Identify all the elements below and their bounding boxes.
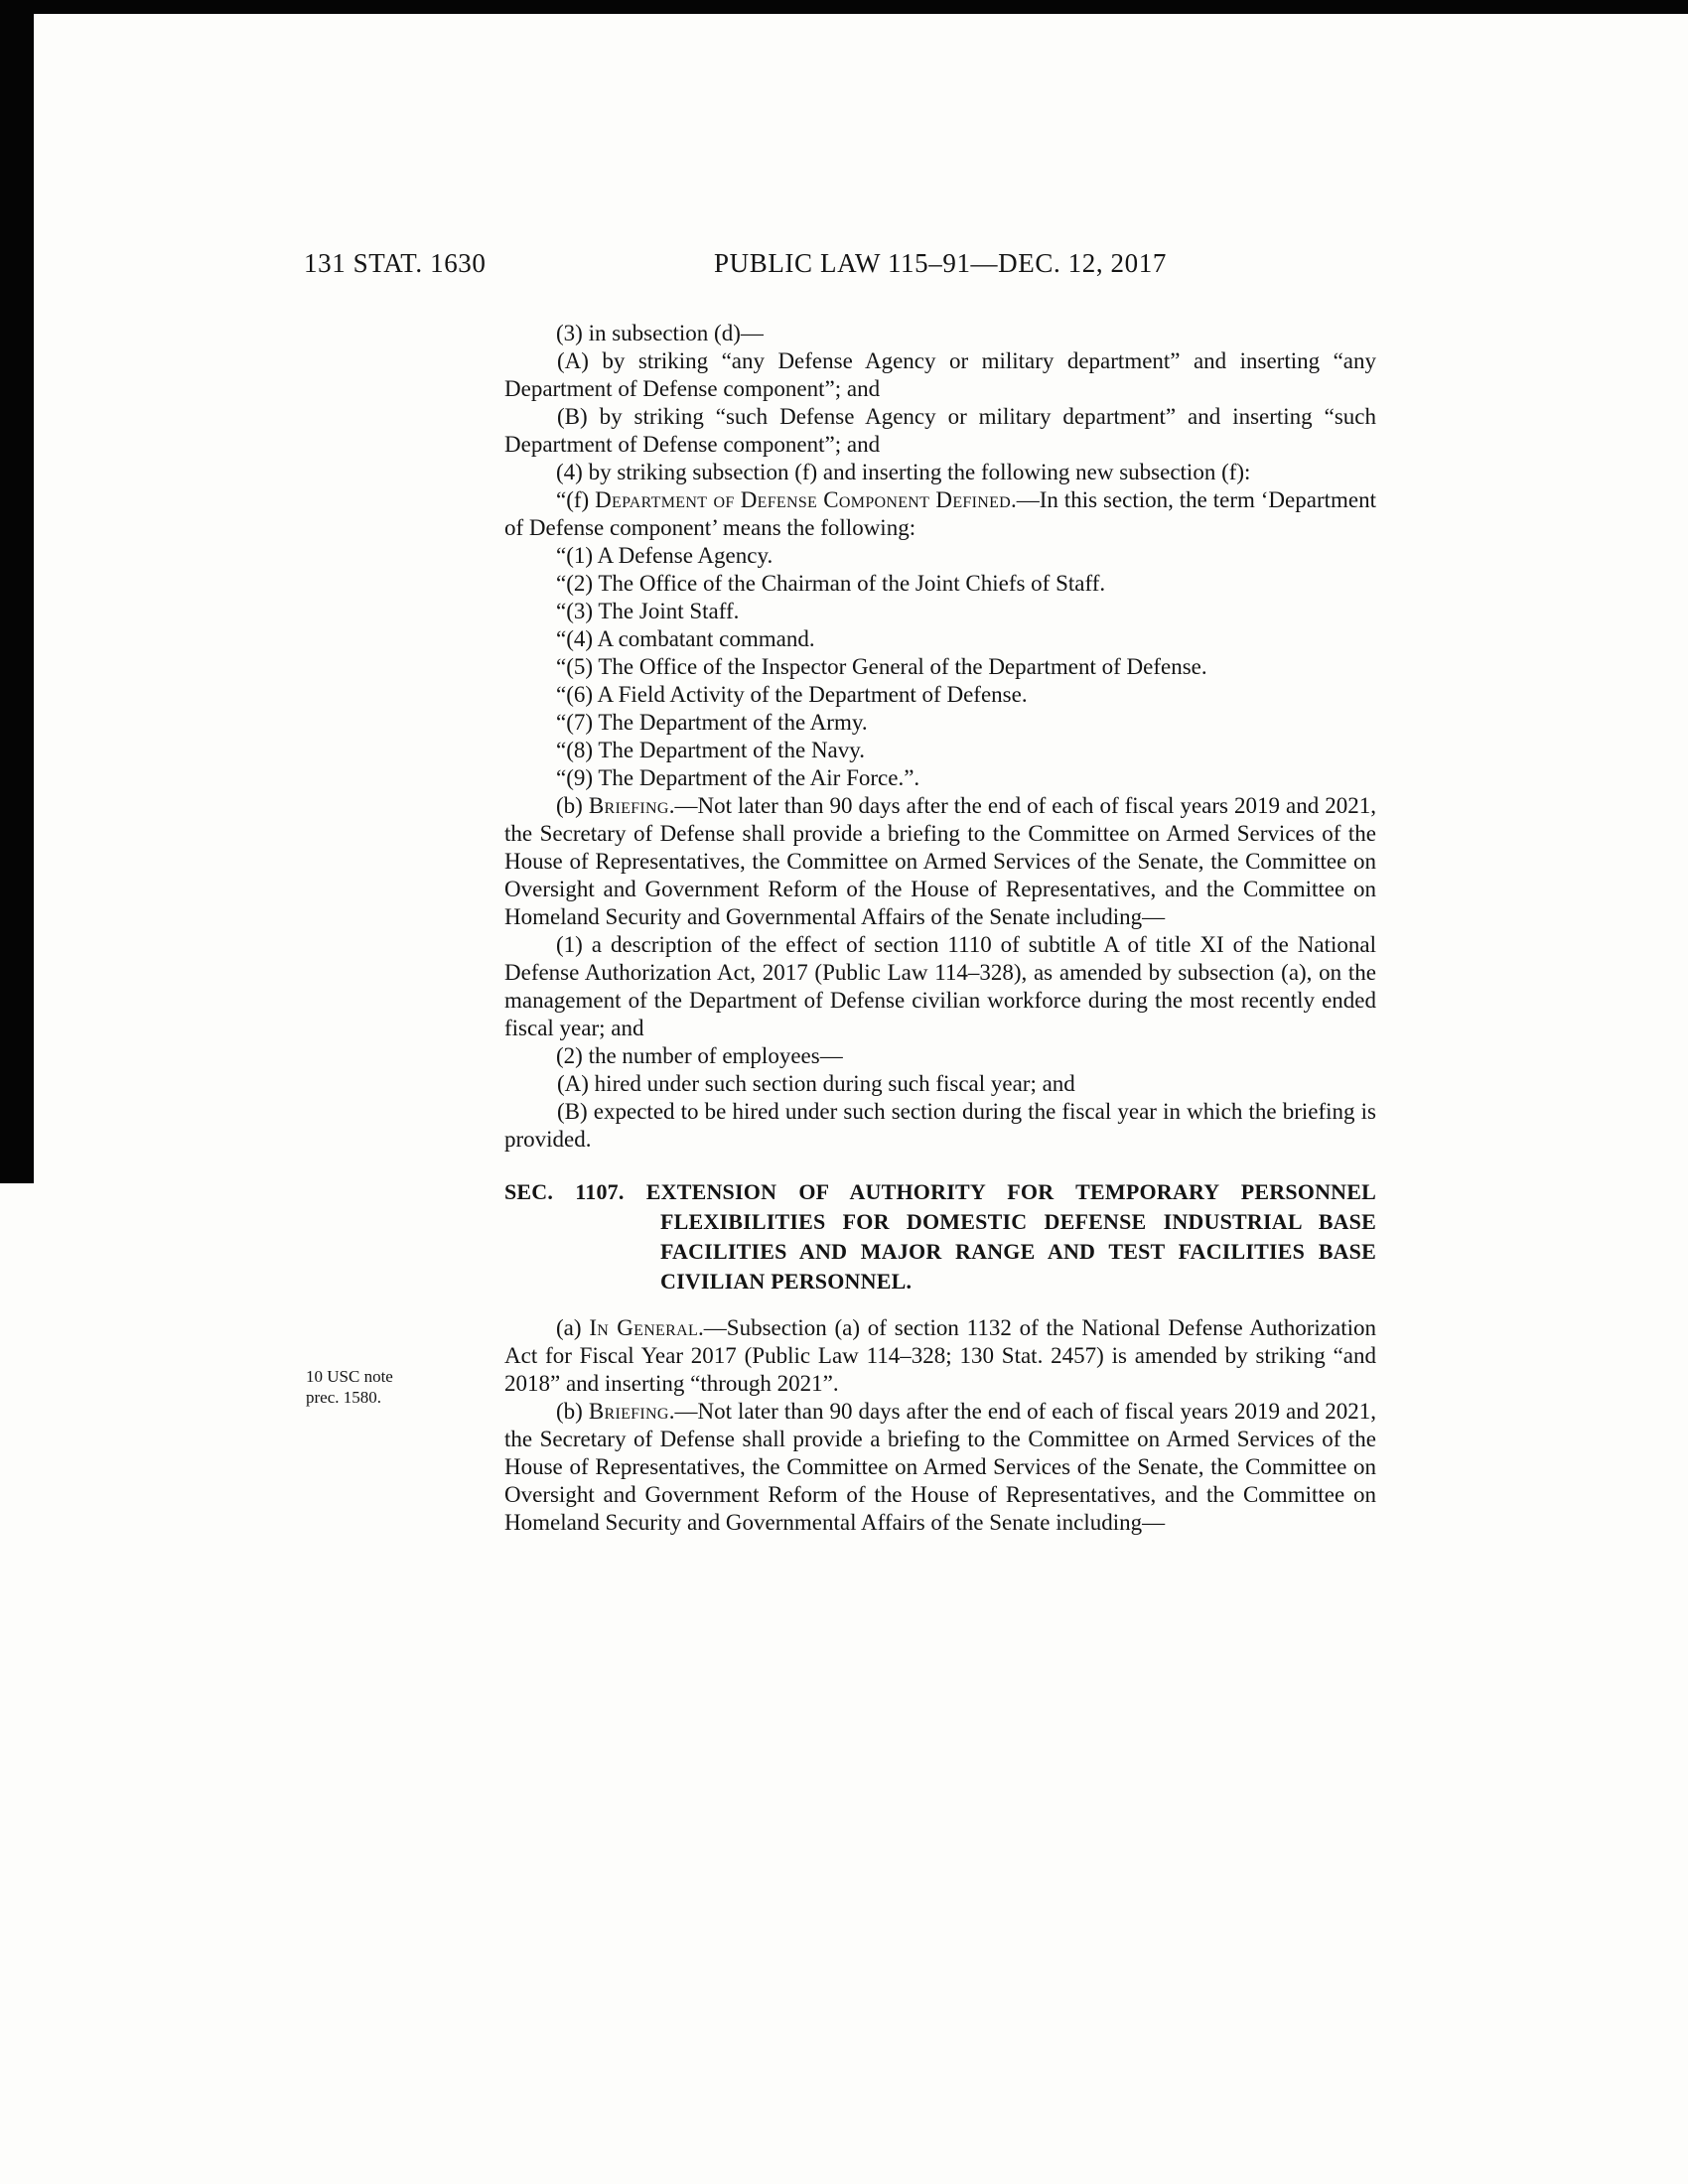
statute-paragraph: [504, 681, 1376, 709]
statute-paragraph: [504, 570, 1376, 598]
paragraph-text: (b): [556, 793, 589, 818]
small-caps-term: In General: [589, 1315, 699, 1340]
paragraph-text: .—In this section, the term ‘Department of Defense component’ means the following:: [504, 487, 1377, 540]
statute-paragraph: [504, 625, 1376, 653]
statute-body: [306, 320, 1377, 1537]
small-caps-term: Briefing: [588, 793, 669, 818]
paragraph-text: (B) expected to be hired under such section during the fiscal year in which the briefing is provided.: [504, 1099, 1376, 1152]
paragraph-text: (3) in subsection (d)—: [556, 321, 764, 345]
statute-paragraph: [504, 598, 1376, 625]
margin-note-line: prec. 1580.: [306, 1388, 382, 1407]
paragraph-text: “(4) A combatant command.: [556, 626, 815, 651]
paragraph-text: .—Not later than 90 days after the end of each of fiscal years 2019 and 2021, the Secretary of Defense shall provide a briefing to the Committee on Armed Services of the House of Representatives, the Committee on Armed Services of the Senate, the Committee on Oversight and Government Reform of the House of Representatives, and the Committee on Homeland Security and Governmental Affairs of the Senate including—: [504, 793, 1376, 929]
statute-paragraph: [504, 737, 1376, 764]
margin-note-line: 10 USC note: [306, 1367, 393, 1386]
paragraph-text: (A) hired under such section during such fiscal year; and: [557, 1071, 1075, 1096]
statute-paragraph: [504, 459, 1376, 486]
statute-paragraph: [504, 1042, 1376, 1070]
paragraph-text: (1) a description of the effect of section 1110 of subtitle A of title XI of the National Defense Authorization Act, 2017 (Public Law 114–328), as amended by subsection (a), on the management of the Department of Defense civilian workforce during the most recently ended fiscal year; and: [504, 932, 1376, 1040]
paragraph-text: (A) by striking “any Defense Agency or military department” and inserting “any Department of Defense component”; and: [504, 348, 1376, 401]
scan-artifact-top-bar: [0, 0, 1688, 14]
paragraph-text: “(8) The Department of the Navy.: [556, 738, 866, 762]
paragraph-text: “(6) A Field Activity of the Department of Defense.: [556, 682, 1028, 707]
paragraph-text: “(1) A Defense Agency.: [556, 543, 774, 568]
small-caps-term: Briefing: [588, 1399, 669, 1424]
statute-paragraph: [504, 347, 1376, 403]
statute-paragraph: [504, 403, 1376, 459]
paragraph-text: “(5) The Office of the Inspector General of the Department of Defense.: [556, 654, 1207, 679]
statute-paragraph: [504, 486, 1376, 542]
statute-paragraph: [504, 931, 1376, 1042]
paragraph-text: (a): [556, 1315, 590, 1340]
paragraph-text: (b): [556, 1399, 589, 1424]
annotated-paragraph-wrapper: [306, 1314, 1376, 1407]
statute-paragraph: [504, 1398, 1376, 1537]
section-heading: [504, 1177, 1376, 1297]
statute-paragraph: [504, 1098, 1376, 1154]
paragraph-text: (2) the number of employees—: [556, 1043, 843, 1068]
statute-paragraph: [504, 653, 1376, 681]
statute-paragraph: [504, 792, 1376, 931]
paragraph-text: “(3) The Joint Staff.: [556, 599, 740, 623]
section-number: SEC. 1107.: [504, 1179, 625, 1204]
stat-citation: 131 STAT. 1630: [304, 248, 487, 278]
paragraph-text: “(9) The Department of the Air Force.”.: [556, 765, 920, 790]
paragraph-text: (4) by striking subsection (f) and inserting the following new subsection (f):: [556, 460, 1251, 484]
scan-artifact-left-bar: [0, 0, 34, 1183]
margin-note: [306, 1366, 489, 1408]
section-title: EXTENSION OF AUTHORITY FOR TEMPORARY PERSONNEL FLEXIBILITIES FOR DOMESTIC DEFENSE INDUSTRIAL BASE FACILITIES AND MAJOR RANGE AND TEST FACILITIES BASE CIVILIAN PERSONNEL.: [624, 1179, 1376, 1294]
running-head-law-title: PUBLIC LAW 115–91—DEC. 12, 2017: [714, 248, 1167, 278]
statute-paragraph: [504, 1314, 1376, 1398]
small-caps-term: Department of Defense Component Defined: [595, 487, 1012, 512]
statute-paragraph: [504, 542, 1376, 570]
paragraph-text: .—Not later than 90 days after the end of each of fiscal years 2019 and 2021, the Secretary of Defense shall provide a briefing to the Committee on Armed Services of the House of Representatives, the Committee on Armed Services of the Senate, the Committee on Oversight and Government Reform of the House of Representatives, and the Committee on Homeland Security and Governmental Affairs of the Senate including—: [504, 1399, 1376, 1535]
paragraph-text: “(2) The Office of the Chairman of the Joint Chiefs of Staff.: [556, 571, 1106, 596]
statute-paragraph: [504, 1070, 1376, 1098]
statute-paragraph: [504, 320, 1376, 347]
statute-paragraph: [504, 764, 1376, 792]
paragraph-text: (B) by striking “such Defense Agency or military department” and inserting “such Department of Defense component”; and: [504, 404, 1376, 457]
statute-paragraph: [504, 709, 1376, 737]
paragraph-text: “(7) The Department of the Army.: [556, 710, 868, 735]
paragraph-text: .—Subsection (a) of section 1132 of the National Defense Authorization Act for Fiscal Year 2017 (Public Law 114–328; 130 Stat. 2457) is amended by striking “and 2018” and inserting “through 2021”.: [504, 1315, 1376, 1396]
paragraph-text: “(f): [556, 487, 596, 512]
